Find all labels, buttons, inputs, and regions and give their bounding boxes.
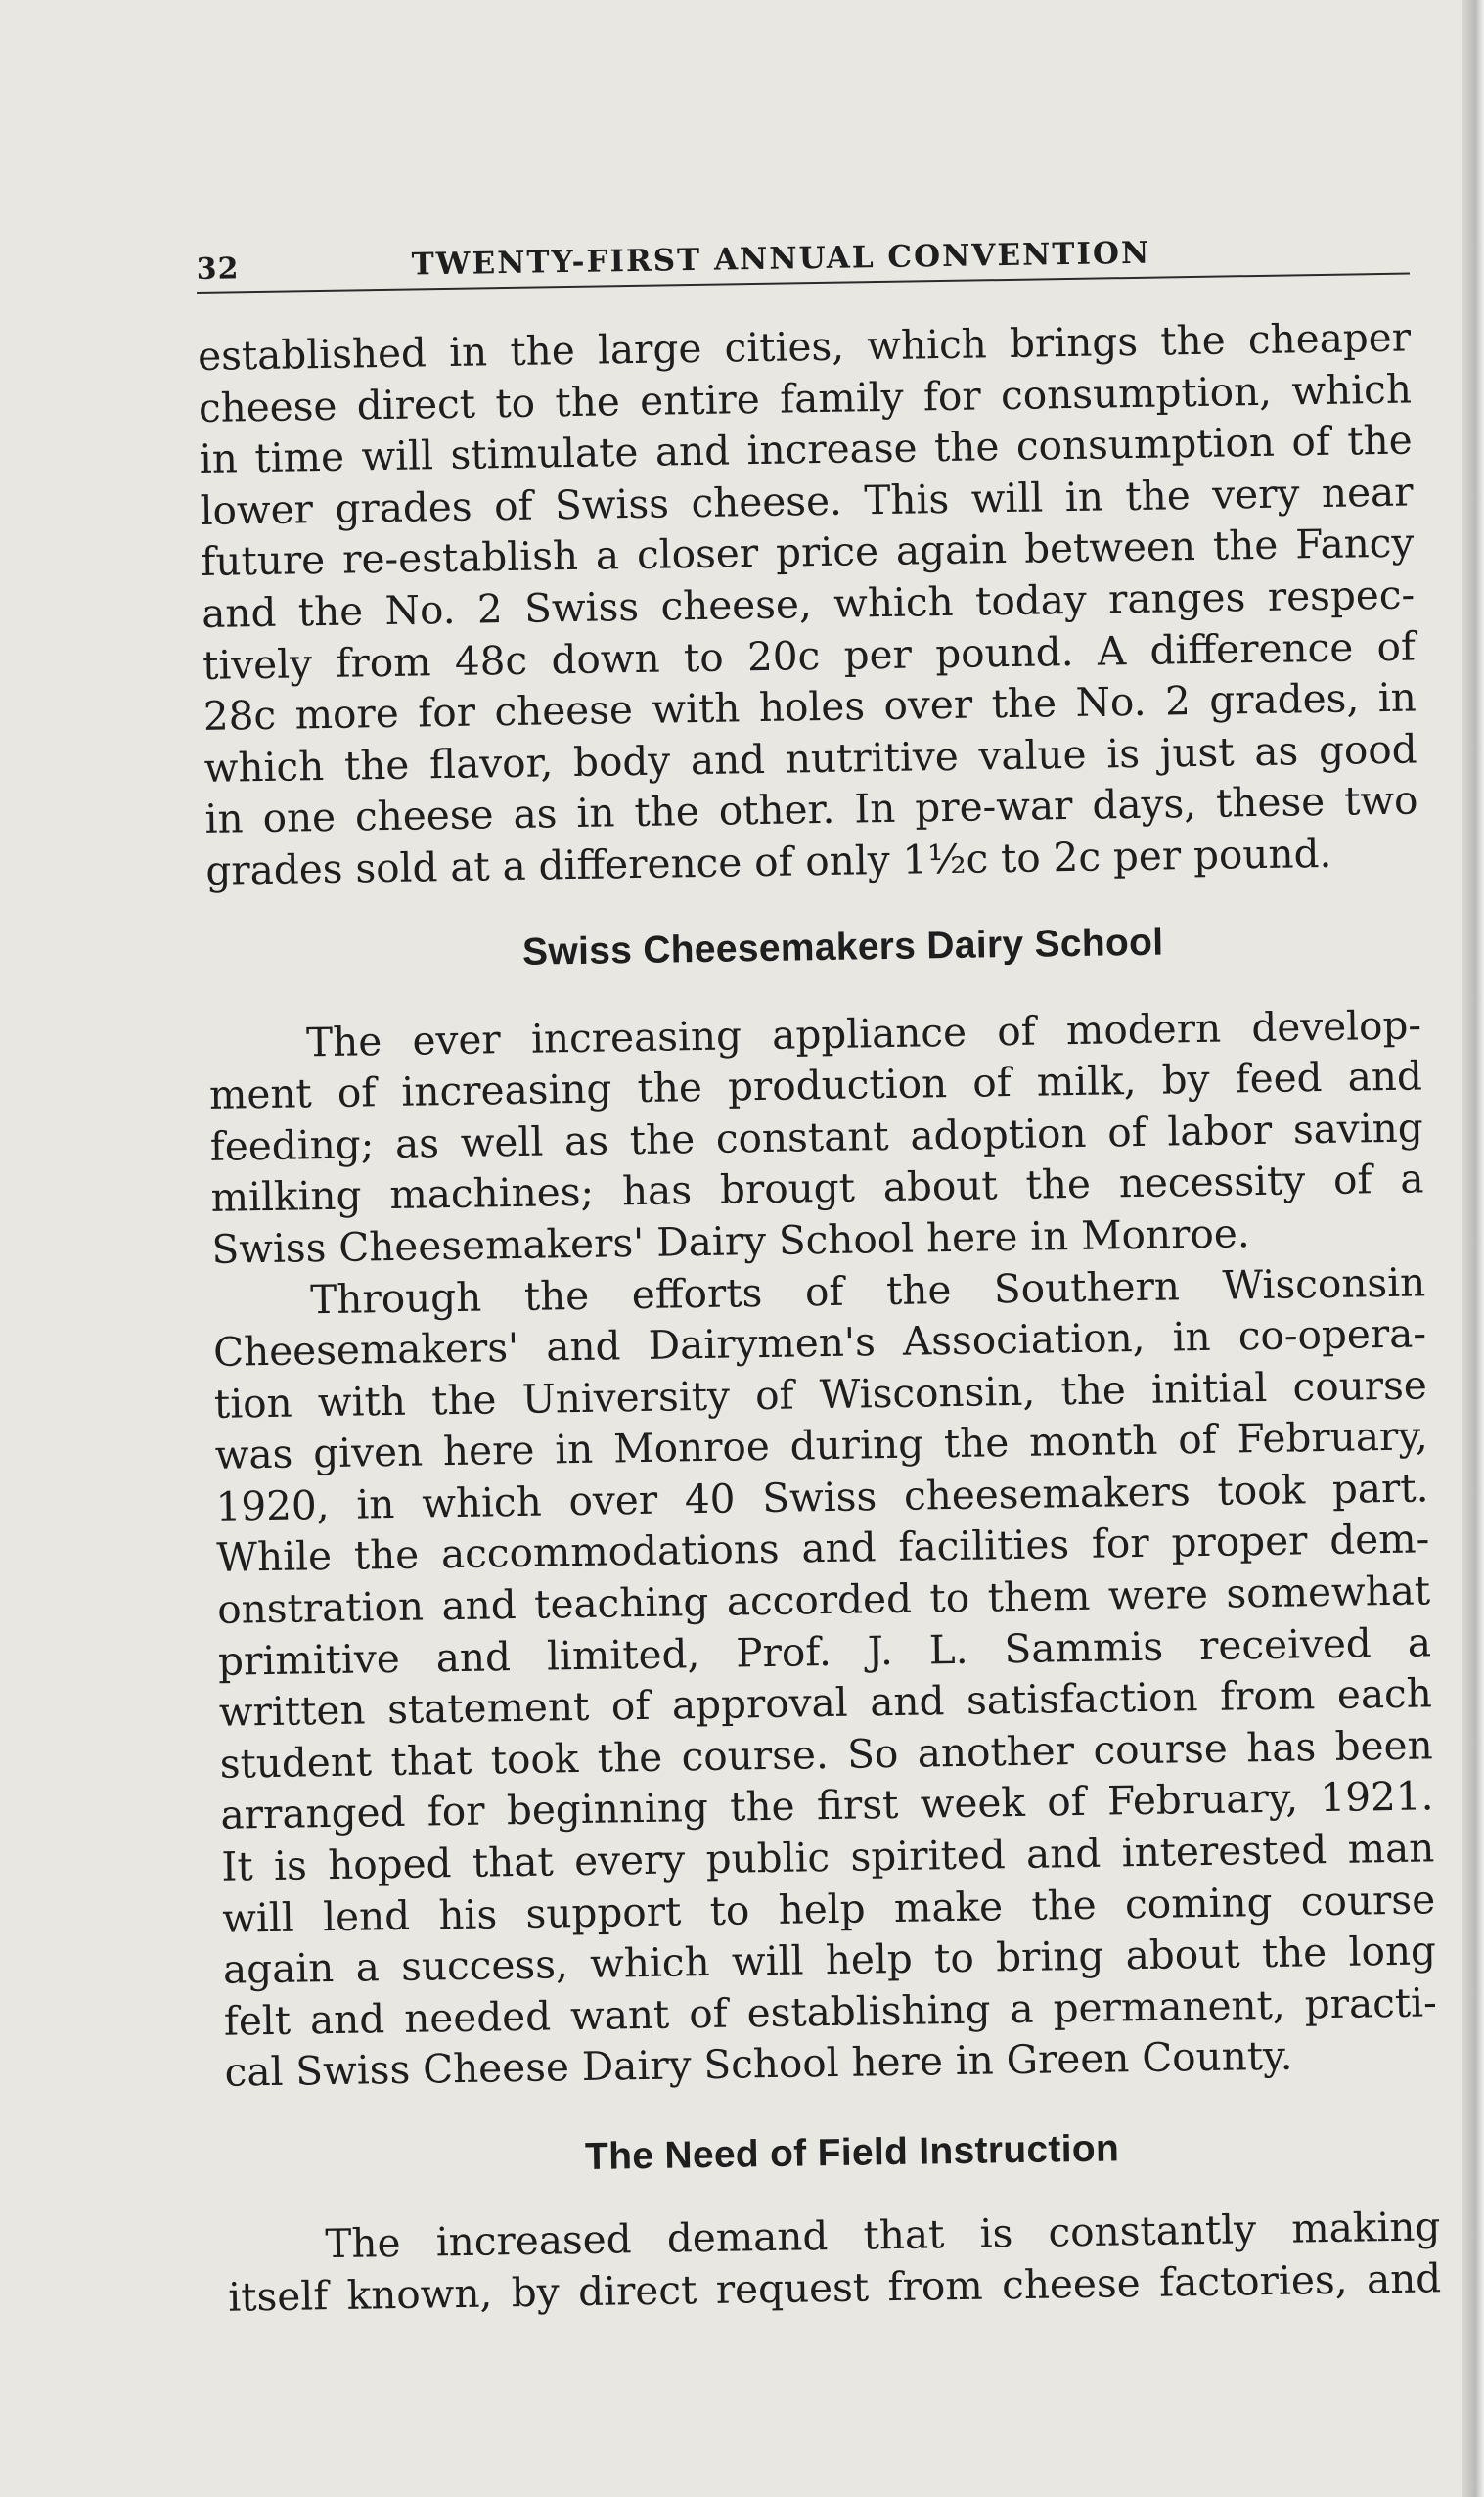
text-line: primitive and limited, Prof. J. L. Sammis received a — [217, 1618, 1432, 1685]
text-line: onstration and teaching accorded to them were somewhat — [216, 1566, 1431, 1633]
text-line: tively from 48c down to 20c per pound. A difference of — [202, 622, 1417, 689]
text-line: milking machines; has brougt about the necessity of a — [210, 1155, 1424, 1222]
text-line: 28c more for cheese with holes over the No. 2 grades, in — [202, 673, 1417, 741]
text-line: in one cheese as in the other. In pre-war days, these two — [204, 776, 1418, 843]
text-line: felt and needed want of establishing a permanent, practi- — [223, 1978, 1438, 2045]
text-line: again a success, which will help to bring about the long — [222, 1927, 1437, 1993]
text-line: 1920, in which over 40 Swiss cheesemakers took part. — [215, 1464, 1429, 1530]
text-line: The ever increasing appliance of modern develop- — [305, 1000, 1422, 1066]
page-edge-shadow — [1462, 0, 1484, 2497]
section-heading-dairy-school: Swiss Cheesemakers Dairy School — [521, 921, 1164, 974]
section-heading-field-instruction: The Need of Field Instruction — [584, 2127, 1120, 2178]
field-instruction-paragraph — [227, 2201, 1441, 2323]
text-line: future re-establish a closer price again between the Fancy — [201, 519, 1415, 586]
running-title: TWENTY-FIRST ANNUAL CONVENTION — [411, 235, 1151, 283]
text-line: It is hoped that every public spirited and interested man — [221, 1824, 1435, 1890]
text-line: itself known, by direct request from cheese factories, and — [227, 2253, 1442, 2321]
text-line: will lend his support to help make the coming course — [221, 1875, 1436, 1942]
text-line: Cheesemakers' and Dairymen's Association, in co-opera- — [212, 1309, 1427, 1376]
text-line: ment of increasing the production of milk, by feed and — [208, 1052, 1423, 1119]
intro-paragraph — [198, 312, 1419, 897]
text-line: lower grades of Swiss cheese. This will in the very near — [200, 468, 1414, 534]
text-line: was given here in Monroe during the month of February, — [214, 1412, 1429, 1479]
text-line: cheese direct to the entire family for consumption, which — [198, 365, 1413, 431]
page-text-block — [196, 204, 1442, 2323]
text-line: cal Swiss Cheese Dairy School here in Green County. — [224, 2032, 1293, 2097]
text-line: Swiss Cheesemakers' Dairy School here in Monroe. — [211, 1209, 1250, 1273]
dairy-school-paragraph-2 — [212, 1256, 1438, 2099]
text-line: grades sold at a difference of only 1½c to 2c per pound. — [205, 829, 1332, 894]
text-line: in time will stimulate and increase the consumption of the — [199, 416, 1414, 483]
page-number: 32 — [196, 251, 240, 287]
text-line: tion with the University of Wisconsin, the initial course — [213, 1361, 1428, 1428]
dairy-school-paragraph-1 — [208, 999, 1425, 1275]
text-line: which the flavor, body and nutritive value is just as good — [203, 725, 1417, 792]
text-line: feeding; as well as the constant adoption of labor saving — [209, 1104, 1424, 1170]
text-line: While the accommodations and facilities for proper dem- — [216, 1515, 1430, 1582]
text-line: Through the efforts of the Southern Wisconsin — [309, 1257, 1426, 1323]
text-line: student that took the course. So another course has been — [219, 1721, 1433, 1788]
text-line: written statement of approval and satisfaction from each — [218, 1669, 1433, 1737]
text-line: established in the large cities, which brings the cheaper — [197, 313, 1412, 380]
text-line: The increased demand that is constantly making — [325, 2202, 1441, 2268]
text-line: and the No. 2 Swiss cheese, which today ranges respec- — [201, 570, 1416, 637]
text-line: arranged for beginning the first week of February, 1921. — [220, 1772, 1434, 1839]
